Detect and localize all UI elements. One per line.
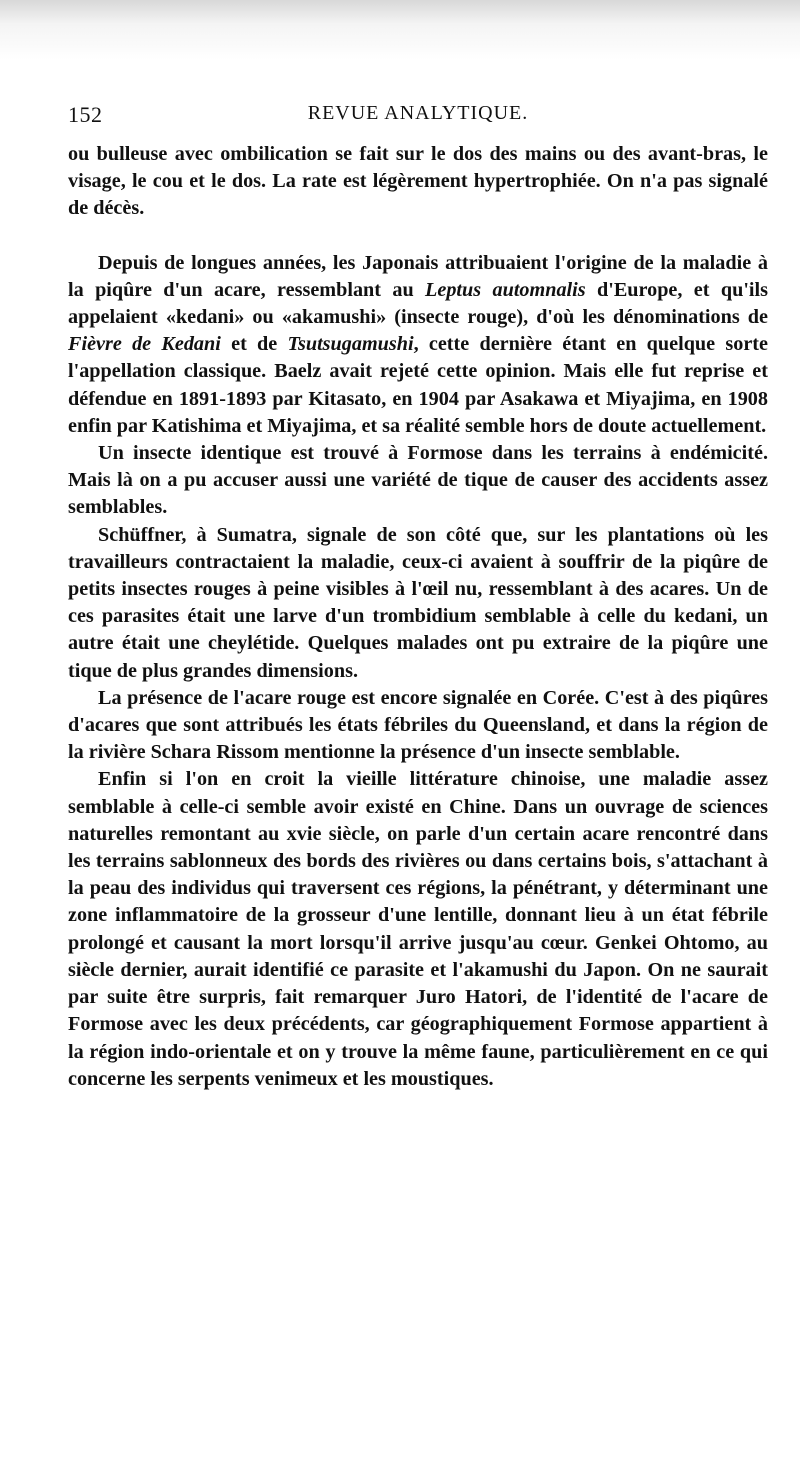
paragraph-4: Schüffner, à Sumatra, signale de son côté que, sur les plantations où les travailleurs contractaient la maladie, ceux-ci avaient à souffrir de la piqûre de petits insectes rouges à peine visibles à l'œil nu, ressemblant à des acares. Un de ces parasites était une larve d'un trombidium semblable à celle du kedani, un autre était une cheylétide. Quelques malades ont pu extraire de la piqûre une tique de plus grandes dimensions.	[68, 523, 768, 682]
running-head	[68, 98, 768, 128]
paragraph-2	[68, 250, 768, 440]
paragraph-3: Un insecte identique est trouvé à Formose dans les terrains à endémicité. Mais là on a pu accuser aussi une variété de tique de causer des accidents assez semblables.	[68, 442, 768, 519]
taxon-leptus: Leptus automnalis	[425, 278, 586, 301]
paragraph-gap	[68, 223, 768, 250]
scan-shadow	[0, 0, 800, 60]
disease-name-kedani: Fièvre de Kedani	[68, 333, 221, 356]
paragraph-2-text: Depuis de longues années, les Japonais attribuaient l'origine de la maladie à la piqûre d'un acare, ressemblant au	[68, 251, 768, 301]
paragraph-5: La présence de l'acare rouge est encore signalée en Corée. C'est à des piqûres d'acares que sont attribués les états fébriles du Queensland, et dans la région de la rivière Schara Rissom mentionne la présence d'un insecte semblable.	[68, 686, 768, 764]
paragraph-2-text: , cette dernière étant en quelque sorte l'appellation classique. Baelz avait rejeté cette opinion. Mais elle fut reprise et défendue en 1891-1893 par Kitasato, en 1904 par Asakawa et Miyajima, en 1908 enfin par Katishima et Miyajima, et sa réalité semble hors de doute actuellement.	[68, 333, 768, 437]
paragraph-2-text: d'Europe, et qu'ils appelaient «kedani» ou «akamushi» (insecte rouge), d'où les dénominations de	[68, 278, 768, 329]
running-title: REVUE ANALYTIQUE.	[307, 102, 529, 124]
paragraph-2-text: et de	[220, 333, 288, 356]
body-text	[68, 141, 768, 1093]
paragraph-6: Enfin si l'on en croit la vieille littérature chinoise, une maladie assez semblable à celle-ci semble avoir existé en Chine. Dans un ouvrage de sciences naturelles remontant au xvie siècle, on parle d'un certain acare rencontré dans les terrains sablonneux des bords des rivières ou dans certains bois, s'attachant à la peau des individus qui traversent ces régions, la pénétrant, y déterminant une zone inflammatoire de la grosseur d'une lentille, donnant lieu à un état fébrile prolongé et causant la mort lorsqu'il arrive jusqu'au cœur. Genkei Ohtomo, au siècle dernier, aurait identifié ce parasite et l'akamushi du Japon. On ne saurait par suite être surpris, fait remarquer Juro Hatori, de l'identité de l'acare de Formose avec les deux précédents, car géographiquement Formose appartient à la région indo-orientale et on y trouve la même faune, particulièrement en ce qui concerne les serpents venimeux et les moustiques.	[68, 768, 768, 1090]
book-page	[68, 98, 768, 1093]
disease-name-tsutsugamushi: Tsutsugamushi	[287, 333, 414, 356]
paragraph-1: ou bulleuse avec ombilication se fait sur le dos des mains ou des avant-bras, le visage, le cou et le dos. La rate est légèrement hypertrophiée. On n'a pas signalé de décès.	[68, 143, 768, 220]
page-number: 152	[68, 102, 103, 127]
